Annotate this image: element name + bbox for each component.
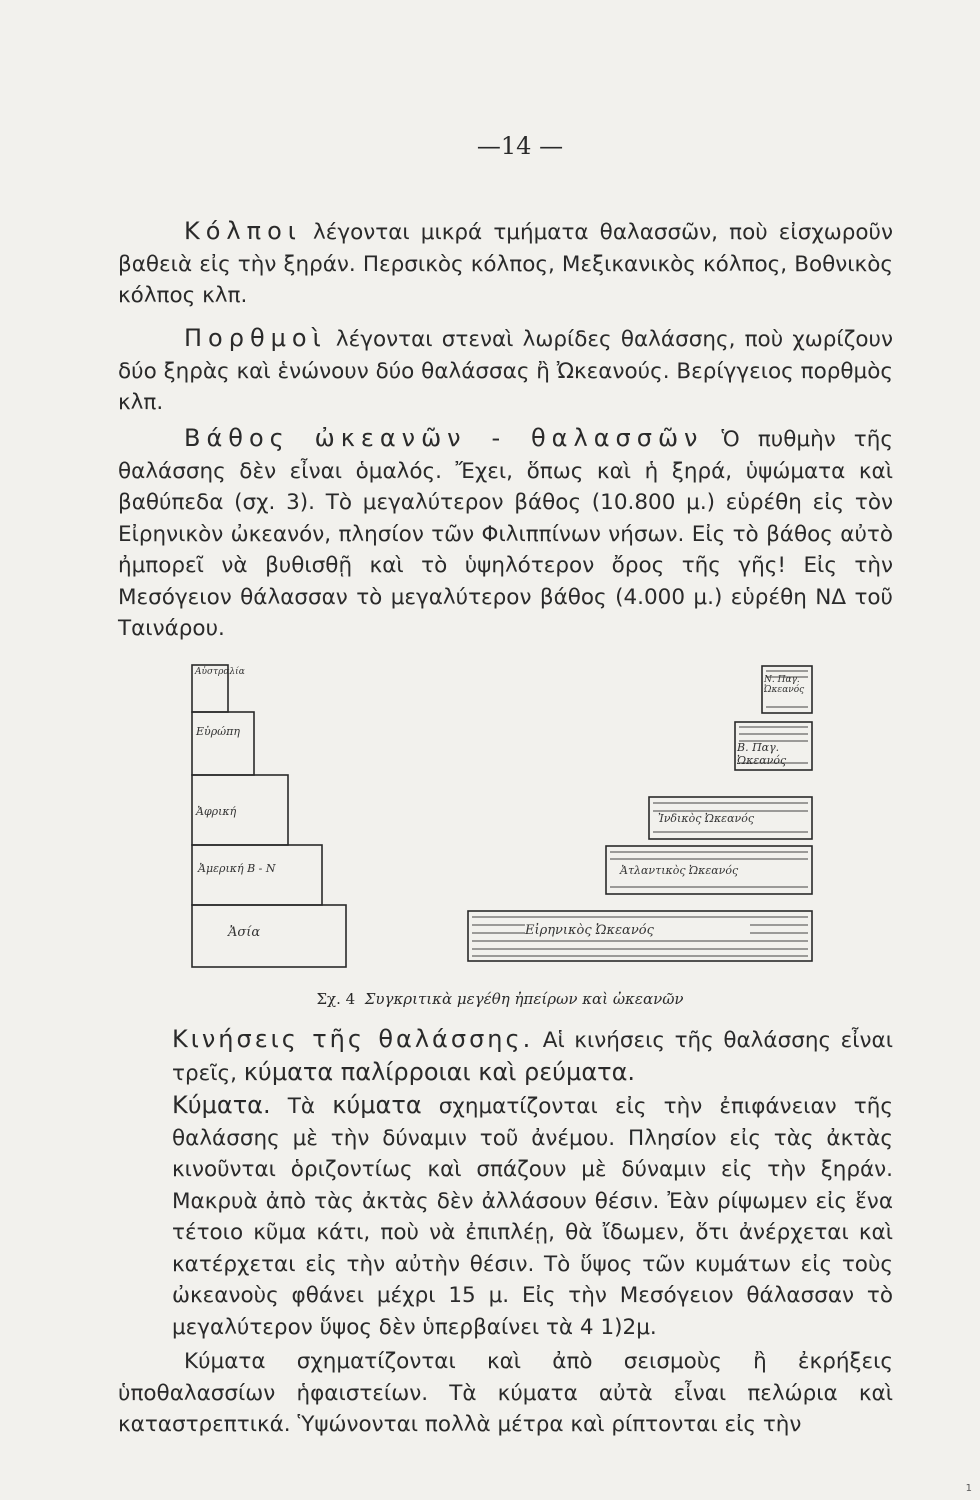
text-movements: Αἱ κινήσεις τῆς θαλάσσης εἶναι τρεῖς, [172,1028,893,1086]
label-africa: Ἀφρική [196,805,237,818]
paragraph-gulfs [118,216,893,312]
paragraph-waves [118,1090,893,1343]
figure-continents-oceans [180,655,830,995]
label-america: Ἀμερική Β - Ν [198,862,276,875]
corner-mark: 1 [965,1483,972,1494]
paragraph-straits [118,323,893,419]
term-waves: Κύματα. [172,1091,271,1119]
page-number: —14 — [476,132,564,160]
label-atlantic: Ἀτλαντικὸς Ὠκεανός [620,864,739,877]
text-waves-2: σχηματίζονται εἰς τὴν ἐπιφάνειαν τῆς θαλάσσης μὲ τὴν δύναμιν τοῦ ἀνέμου. Πλησίον εἰς τὰς ἀκτὰς κινοῦνται ὁριζοντίως καὶ σπάζουν μὲ δύναμιν εἰς τὴν ξηράν. Μακρυὰ ἀπὸ τὰς ἀκτὰς δὲν ἀλλάσουν θέσιν. Ἐὰν ρίψωμεν εἰς ἕνα τέτοιο κῦμα κάτι, ποὺ νὰ ἐπιπλέῃ, θὰ ἴδωμεν, ὅτι ἀνέρχεται καὶ κατέρχεται εἰς τὴν αὐτὴν θέσιν. Τὸ ὕψος τῶν κυμάτων εἰς τοὺς ὠκεανοὺς φθάνει μέχρι 15 μ. Εἰς τὴν Μεσόγειον θάλασσαν τὸ μεγαλύτερον ὕψος δὲν ὑπερβαίνει τὰ 4 1)2μ. [172,1094,893,1340]
block-asia [192,905,346,967]
paragraph-seismic-waves [118,1346,893,1441]
label-australia: Αὐστραλία [195,667,245,677]
text-depth: Ὁ πυθμὴν τῆς θαλάσσης δὲν εἶναι ὁμαλός. Ἔχει, ὅπως καὶ ἡ ξηρά, ὑψώματα καὶ βαθύπεδα (σχ. 3). Τὸ μεγαλύτερον βάθος (10.800 μ.) εὑρέθη εἰς τὸν Εἰρηνικὸν ὠκεανόν, πλησίον τῶν Φιλιππίνων νήσων. Εἰς τὸ βάθος αὐτὸ ἠμπορεῖ νὰ βυθισθῇ καὶ τὸ ὑψηλότερον ὄρος τῆς γῆς! Εἰς τὴν Μεσόγειον θάλασσαν τὸ μεγαλύτερον βάθος (4.000 μ.) εὑρέθη ΝΔ τοῦ Ταινάρου. [118,427,893,641]
term-depth: Βάθος ὠκεανῶν - θαλασσῶν [184,424,704,452]
text-straits: λέγονται στεναὶ λωρίδες θαλάσσης, ποὺ χωρίζουν δύο ξηρὰς καὶ ἑνώνουν δύο θαλάσσας ἢ Ὠκεανούς. Βερίγγειος πορθμὸς κλπ. [118,327,893,415]
text-waves-1: Τὰ [270,1094,333,1119]
figure-drawing [180,655,830,995]
figure-caption [0,990,980,1008]
label-pacific: Εἰρηνικὸς Ὠκεανός [525,923,654,938]
term-movements: Κινήσεις τῆς θαλάσσης. [172,1025,534,1053]
label-asia: Ἀσία [228,925,261,940]
paragraph-movements [118,1024,893,1089]
label-n-arctic: Β. Παγ. Ὠκεανός [737,741,787,767]
block-america [192,845,322,905]
text-gulfs: λέγονται μικρά τμήματα θαλασσῶν, ποὺ εἰσχωροῦν βαθειὰ εἰς τὴν ξηράν. Περσικὸς κόλπος, Μεξικανικὸς κόλπος, Βοθνικὸς κόλπος κλπ. [118,220,893,308]
label-europe: Εὐρώπη [196,725,240,738]
label-indian: Ἰνδικὸς Ὠκεανός [658,812,754,825]
movements-words: κύματα παλίρροιαι καὶ ρεύματα. [243,1057,636,1086]
text-seismic-waves: Κύματα σχηματίζονται καὶ ἀπὸ σεισμοὺς ἢ ἐκρήξεις ὑποθαλασσίων ἡφαιστείων. Τὰ κύματα αὐτὰ εἶναι πελώρια καὶ καταστρεπτικά. Ὑψώνονται πολλὰ μέτρα καὶ ρίπτονται εἰς τὴν [118,1349,893,1437]
term-straits: Πορθμοὶ [184,324,327,352]
block-europe [192,712,254,775]
caption-text: Συγκριτικὰ μεγέθη ἠπείρων καὶ ὠκεανῶν [364,990,684,1008]
paragraph-depth [118,423,893,645]
label-s-arctic: Ν. Παγ. Ὠκεανός [764,675,805,695]
caption-number: Σχ. 4 [316,990,356,1008]
word-waves: κύματα [332,1091,422,1119]
term-gulfs: Κόλποι [184,217,302,245]
